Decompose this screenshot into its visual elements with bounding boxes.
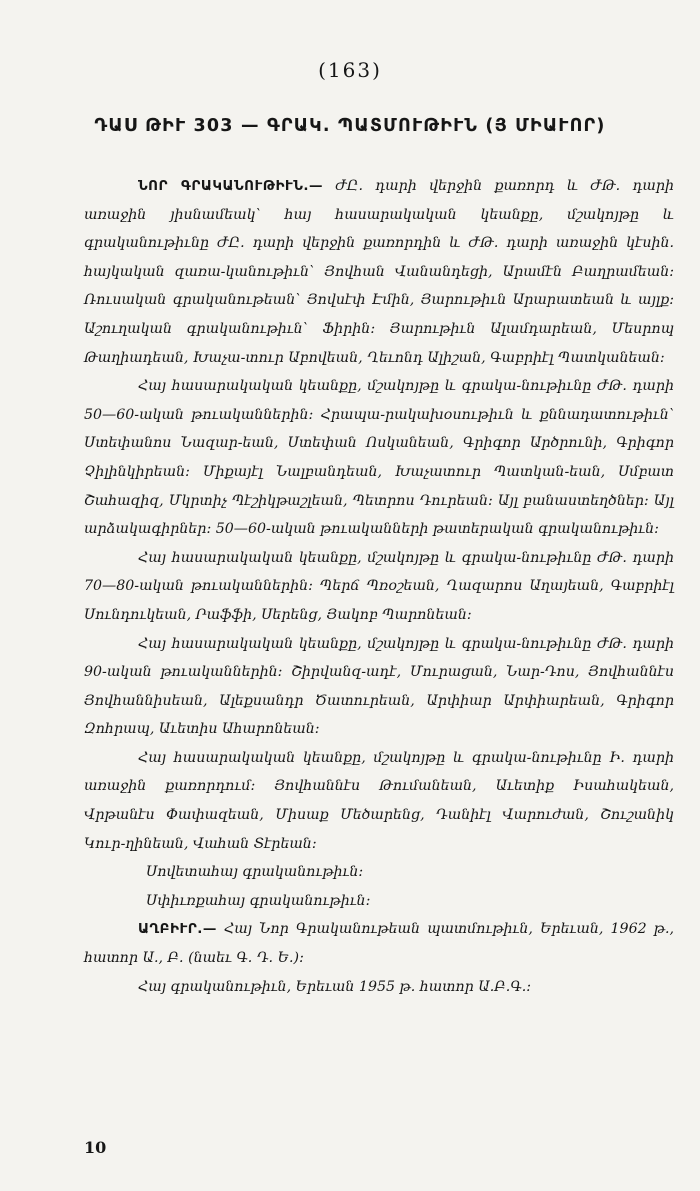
paragraph-text: Հայ հասարակական կեանքը, մշակոյթը և գրակա-նութիւնը ԺԹ. դարի 70—80-ական թուականներին: Պերճ Պռօշեան, Ղազարոս Աղայեան, Գաբրիէլ Սունդուկեան, Րաֆֆի, Սերենց, Յակոբ Պարոնեան:	[84, 549, 674, 623]
lesson-heading: ԴԱՍ ԹԻՒ 303 — ԳՐԱԿ. ՊԱՏՄՈՒԹԻՒՆ (Յ ՄԻԱՒՈՐ)	[94, 116, 606, 136]
folio-number: 10	[84, 1138, 107, 1157]
paragraph-text: Հայ հասարակական կեանքը, մշակոյթը և գրակա-նութիւնը ԺԹ. դարի 90-ական թուականներին: Շիրվանզ-ադէ, Մուրացան, Նար-Դոս, Յովհաննէս Յովհաննիսեան, Ալեքսանդր Ծատուրեան, Արփիար Արփիարեան, Գրիգոր Զոհրապ, Աւետիս Ահարոնեան:	[84, 635, 674, 738]
paragraph-text: Հայ հասարակական կեանքը, մշակոյթը և գրակա-նութիւնը ԺԹ. դարի 50—60-ական թուականներին: Հրապա-րակախօսութիւն և քննադատութիւն՝ Ստեփանոս Նազար-եան, Ստեփան Ոսկանեան, Գրիգոր Արծրունի, Գրիգոր Չիլինկիրեան: Միքայէլ Նալբանդեան, Խաչատուր Պատկան-եան, Սմբատ Շահազիզ, Մկրտիչ Պէշիկթաշլեան, Պետրոս Դուրեան: Այլ բանաստեղծներ: Այլ արձակագիրներ: 50—60-ական թուականների թատերական գրականութիւն:	[84, 378, 674, 538]
paragraph-text: ԺԸ. դարի վերջին քառորդ և ԺԹ. դարի առաջին յիսնամեակ՝ հայ հասարակական կեանքը, մշակոյթը և գրականութիւնը ԺԸ. դարի վերջին քառորդին և ԺԹ. դարի առաջին կէսին. հայկական զառա-կանութիւն՝ Յովհան Վանանդեցի, Արամէն Բաղրամեան: Ռուսական գրականութեան՝ Յովսէփ Էմին, Յարութիւն Արարատեան և այլք: Աշուղական գրականութիւն՝ Ֆիրին: Յարութիւն Ալամդարեան, Մեսրոպ Թաղիադեան, Խաչա-տուր Աբովեան, Ղեւոնդ Ալիշան, Գաբրիէլ Պատկանեան:	[84, 178, 674, 366]
paragraph-text: Հայ հասարակական կեանքը, մշակոյթը և գրակա-նութիւնը Ի. դարի առաջին քառորդում: Յովհաննէս Թումանեան, Աւետիք Իսահակեան, Վրթանէս Փափազեան, Միսաք Մեծարենց, Դանիէլ Վարուժան, Շուշանիկ Կուր-ղինեան, Վահան Տէրեան:	[84, 749, 674, 852]
page-number: (163)	[318, 58, 382, 82]
list-item: Սփիւռքահայ գրականութիւն:	[146, 892, 371, 909]
bibliography-second	[84, 973, 674, 1002]
paragraph-70-80s	[84, 544, 674, 630]
bibliography-text: Հայ Նոր Գրականութեան պատմութիւն, Երեւան, 1962 թ., հատոր Ա., Բ. (նաեւ Գ. Դ. Ե.):	[84, 921, 674, 967]
paragraph-50-60s	[84, 372, 674, 544]
bibliography	[84, 915, 674, 972]
body-text	[84, 172, 674, 1001]
paragraph-lead: ՆՈՐ ԳՐԱԿԱՆՈՒԹԻՒՆ.—	[138, 178, 323, 194]
paragraph-20th-century	[84, 744, 674, 858]
bibliography-text: Հայ գրականութիւն, Երեւան 1955 թ. հատոր Ա.Բ.Գ.:	[138, 978, 532, 995]
bibliography-lead: ԱՂԲԻՒՐ.—	[138, 921, 217, 938]
paragraph-90s	[84, 630, 674, 744]
paragraph-new-literature	[84, 172, 674, 372]
list-item: Սովետահայ գրականութիւն:	[146, 864, 364, 881]
